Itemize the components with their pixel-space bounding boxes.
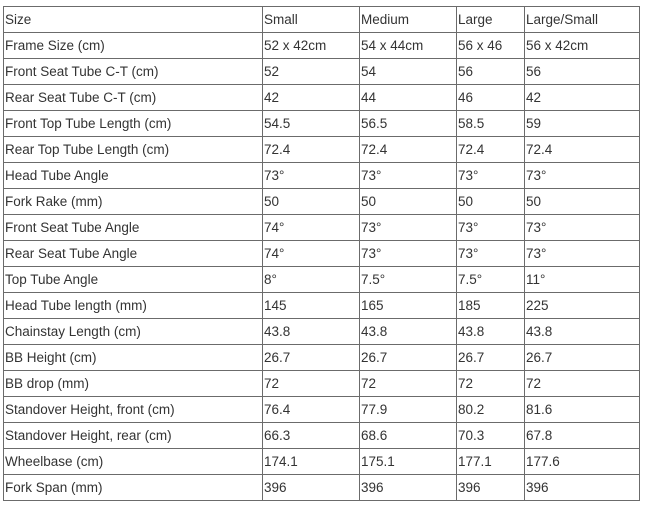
- value-large-small-cell: 72.4: [525, 137, 640, 163]
- value-small-cell: 396: [263, 475, 360, 501]
- value-large-cell: 43.8: [457, 319, 525, 345]
- table-row: [4, 319, 640, 345]
- value-large-small-cell: 42: [525, 85, 640, 111]
- row-label-cell: Standover Height, rear (cm): [4, 423, 263, 449]
- table-row: [4, 189, 640, 215]
- value-medium-cell: 77.9: [360, 397, 457, 423]
- row-label-cell: Rear Seat Tube C-T (cm): [4, 85, 263, 111]
- value-large-cell: 46: [457, 85, 525, 111]
- value-large-small-cell: 59: [525, 111, 640, 137]
- table-row: [4, 475, 640, 501]
- value-large-cell: 7.5°: [457, 267, 525, 293]
- table-row: [4, 163, 640, 189]
- value-small-cell: 50: [263, 189, 360, 215]
- header-row: [4, 7, 640, 33]
- value-large-cell: 72: [457, 371, 525, 397]
- row-label-cell: Wheelbase (cm): [4, 449, 263, 475]
- row-label-cell: Front Seat Tube Angle: [4, 215, 263, 241]
- row-label-cell: BB drop (mm): [4, 371, 263, 397]
- value-medium-cell: 56.5: [360, 111, 457, 137]
- value-small-cell: 54.5: [263, 111, 360, 137]
- value-large-small-cell: 67.8: [525, 423, 640, 449]
- table-row: [4, 111, 640, 137]
- value-medium-cell: 26.7: [360, 345, 457, 371]
- value-large-cell: 185: [457, 293, 525, 319]
- value-small-cell: 72.4: [263, 137, 360, 163]
- table-row: [4, 371, 640, 397]
- row-label-cell: Head Tube Angle: [4, 163, 263, 189]
- header-cell-large-small: Large/Small: [525, 7, 640, 33]
- value-medium-cell: 165: [360, 293, 457, 319]
- value-medium-cell: 54 x 44cm: [360, 33, 457, 59]
- value-large-cell: 73°: [457, 215, 525, 241]
- value-small-cell: 42: [263, 85, 360, 111]
- value-small-cell: 43.8: [263, 319, 360, 345]
- table-row: [4, 293, 640, 319]
- value-large-small-cell: 50: [525, 189, 640, 215]
- value-large-cell: 70.3: [457, 423, 525, 449]
- value-large-small-cell: 225: [525, 293, 640, 319]
- row-label-cell: Front Seat Tube C-T (cm): [4, 59, 263, 85]
- value-large-cell: 73°: [457, 163, 525, 189]
- row-label-cell: BB Height (cm): [4, 345, 263, 371]
- header-cell-large: Large: [457, 7, 525, 33]
- value-large-cell: 56 x 46: [457, 33, 525, 59]
- header-cell-size: Size: [4, 7, 263, 33]
- row-label-cell: Standover Height, front (cm): [4, 397, 263, 423]
- geometry-table: [3, 6, 640, 501]
- value-medium-cell: 73°: [360, 241, 457, 267]
- value-medium-cell: 44: [360, 85, 457, 111]
- table-row: [4, 33, 640, 59]
- value-small-cell: 52: [263, 59, 360, 85]
- value-medium-cell: 50: [360, 189, 457, 215]
- table-row: [4, 241, 640, 267]
- value-large-small-cell: 396: [525, 475, 640, 501]
- value-small-cell: 26.7: [263, 345, 360, 371]
- value-large-small-cell: 56 x 42cm: [525, 33, 640, 59]
- table-row: [4, 345, 640, 371]
- value-large-small-cell: 11°: [525, 267, 640, 293]
- value-large-small-cell: 56: [525, 59, 640, 85]
- value-medium-cell: 175.1: [360, 449, 457, 475]
- value-large-cell: 50: [457, 189, 525, 215]
- table-row: [4, 215, 640, 241]
- value-small-cell: 76.4: [263, 397, 360, 423]
- value-small-cell: 73°: [263, 163, 360, 189]
- header-cell-small: Small: [263, 7, 360, 33]
- value-large-small-cell: 26.7: [525, 345, 640, 371]
- value-small-cell: 174.1: [263, 449, 360, 475]
- value-large-small-cell: 177.6: [525, 449, 640, 475]
- value-small-cell: 8°: [263, 267, 360, 293]
- row-label-cell: Fork Rake (mm): [4, 189, 263, 215]
- value-large-cell: 73°: [457, 241, 525, 267]
- value-large-small-cell: 73°: [525, 163, 640, 189]
- value-medium-cell: 72: [360, 371, 457, 397]
- row-label-cell: Top Tube Angle: [4, 267, 263, 293]
- value-large-cell: 58.5: [457, 111, 525, 137]
- table-row: [4, 397, 640, 423]
- table-row: [4, 423, 640, 449]
- value-medium-cell: 73°: [360, 215, 457, 241]
- row-label-cell: Fork Span (mm): [4, 475, 263, 501]
- row-label-cell: Head Tube length (mm): [4, 293, 263, 319]
- value-medium-cell: 73°: [360, 163, 457, 189]
- value-medium-cell: 396: [360, 475, 457, 501]
- value-large-small-cell: 81.6: [525, 397, 640, 423]
- value-large-cell: 72.4: [457, 137, 525, 163]
- value-large-small-cell: 73°: [525, 241, 640, 267]
- table-row: [4, 59, 640, 85]
- value-medium-cell: 72.4: [360, 137, 457, 163]
- row-label-cell: Rear Top Tube Length (cm): [4, 137, 263, 163]
- row-label-cell: Frame Size (cm): [4, 33, 263, 59]
- table-row: [4, 449, 640, 475]
- value-small-cell: 145: [263, 293, 360, 319]
- geometry-table-body: [4, 7, 640, 501]
- value-large-cell: 177.1: [457, 449, 525, 475]
- row-label-cell: Front Top Tube Length (cm): [4, 111, 263, 137]
- value-large-small-cell: 72: [525, 371, 640, 397]
- value-large-cell: 396: [457, 475, 525, 501]
- value-medium-cell: 68.6: [360, 423, 457, 449]
- value-large-cell: 56: [457, 59, 525, 85]
- value-small-cell: 74°: [263, 215, 360, 241]
- row-label-cell: Rear Seat Tube Angle: [4, 241, 263, 267]
- table-row: [4, 137, 640, 163]
- value-small-cell: 74°: [263, 241, 360, 267]
- geometry-table-container: [3, 6, 645, 501]
- value-small-cell: 66.3: [263, 423, 360, 449]
- table-row: [4, 85, 640, 111]
- header-cell-medium: Medium: [360, 7, 457, 33]
- value-medium-cell: 54: [360, 59, 457, 85]
- value-large-cell: 26.7: [457, 345, 525, 371]
- table-row: [4, 267, 640, 293]
- value-medium-cell: 43.8: [360, 319, 457, 345]
- row-label-cell: Chainstay Length (cm): [4, 319, 263, 345]
- value-large-small-cell: 43.8: [525, 319, 640, 345]
- value-small-cell: 72: [263, 371, 360, 397]
- value-large-cell: 80.2: [457, 397, 525, 423]
- value-small-cell: 52 x 42cm: [263, 33, 360, 59]
- value-medium-cell: 7.5°: [360, 267, 457, 293]
- value-large-small-cell: 73°: [525, 215, 640, 241]
